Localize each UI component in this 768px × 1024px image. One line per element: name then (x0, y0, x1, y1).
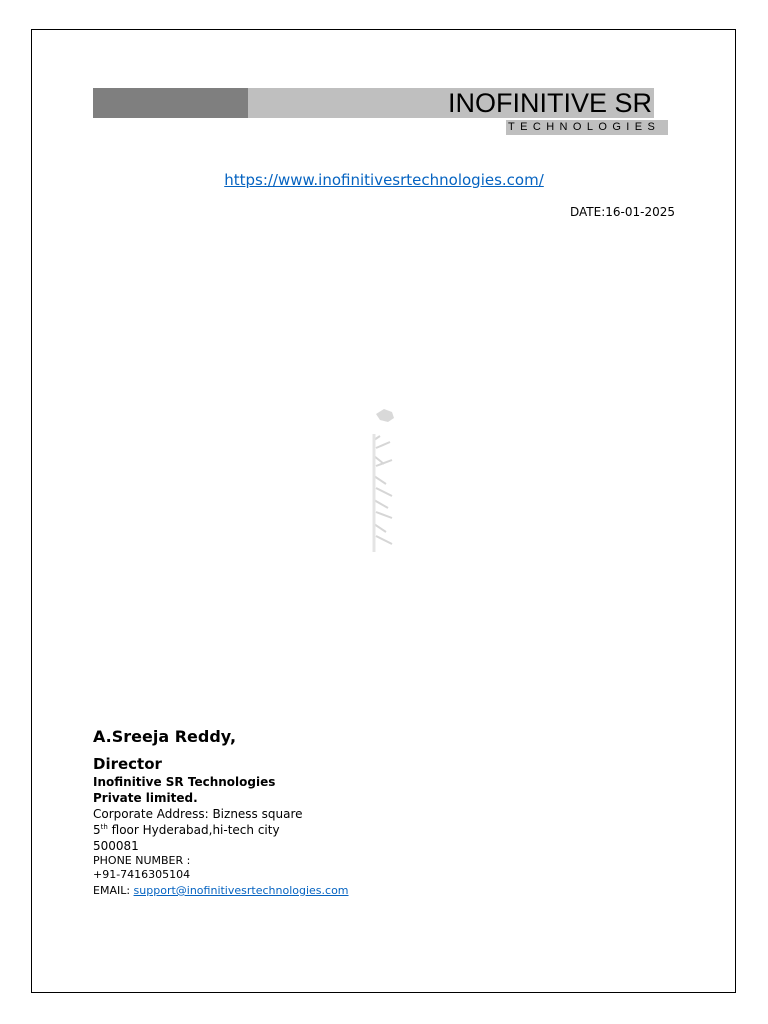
phone-label: PHONE NUMBER : (93, 854, 191, 867)
company-logo (93, 88, 654, 118)
signatory-name: A.Sreeja Reddy, (93, 727, 237, 746)
address-floor-line (93, 822, 349, 838)
email-label: EMAIL: (93, 884, 134, 897)
signatory-role: Director (93, 755, 162, 773)
floor-suffix: th (100, 823, 108, 831)
logo-subtitle: TECHNOLOGIES (506, 120, 668, 135)
corporate-address: Corporate Address: Bizness square (93, 807, 303, 821)
logo-dark-block (93, 88, 248, 118)
phone-number: +91-7416305104 (93, 868, 191, 881)
website-link[interactable]: https://www.inofinitivesrtechnologies.com/ (224, 171, 544, 189)
company-name: Inofinitive SR Technologies (93, 775, 276, 789)
logo-title: INOFINITIVE SR (447, 88, 652, 118)
signature-block (93, 726, 349, 898)
floor-rest: floor Hyderabad,hi-tech city (107, 823, 280, 837)
email-link[interactable]: support@inofinitivesrtechnologies.com (133, 884, 349, 897)
faded-seal-image (370, 404, 400, 554)
letter-date: DATE:16-01-2025 (570, 205, 675, 219)
email-line (93, 884, 349, 898)
pincode: 500081 (93, 839, 139, 853)
company-type: Private limited. (93, 791, 198, 805)
floor-number: 5 (93, 823, 101, 837)
